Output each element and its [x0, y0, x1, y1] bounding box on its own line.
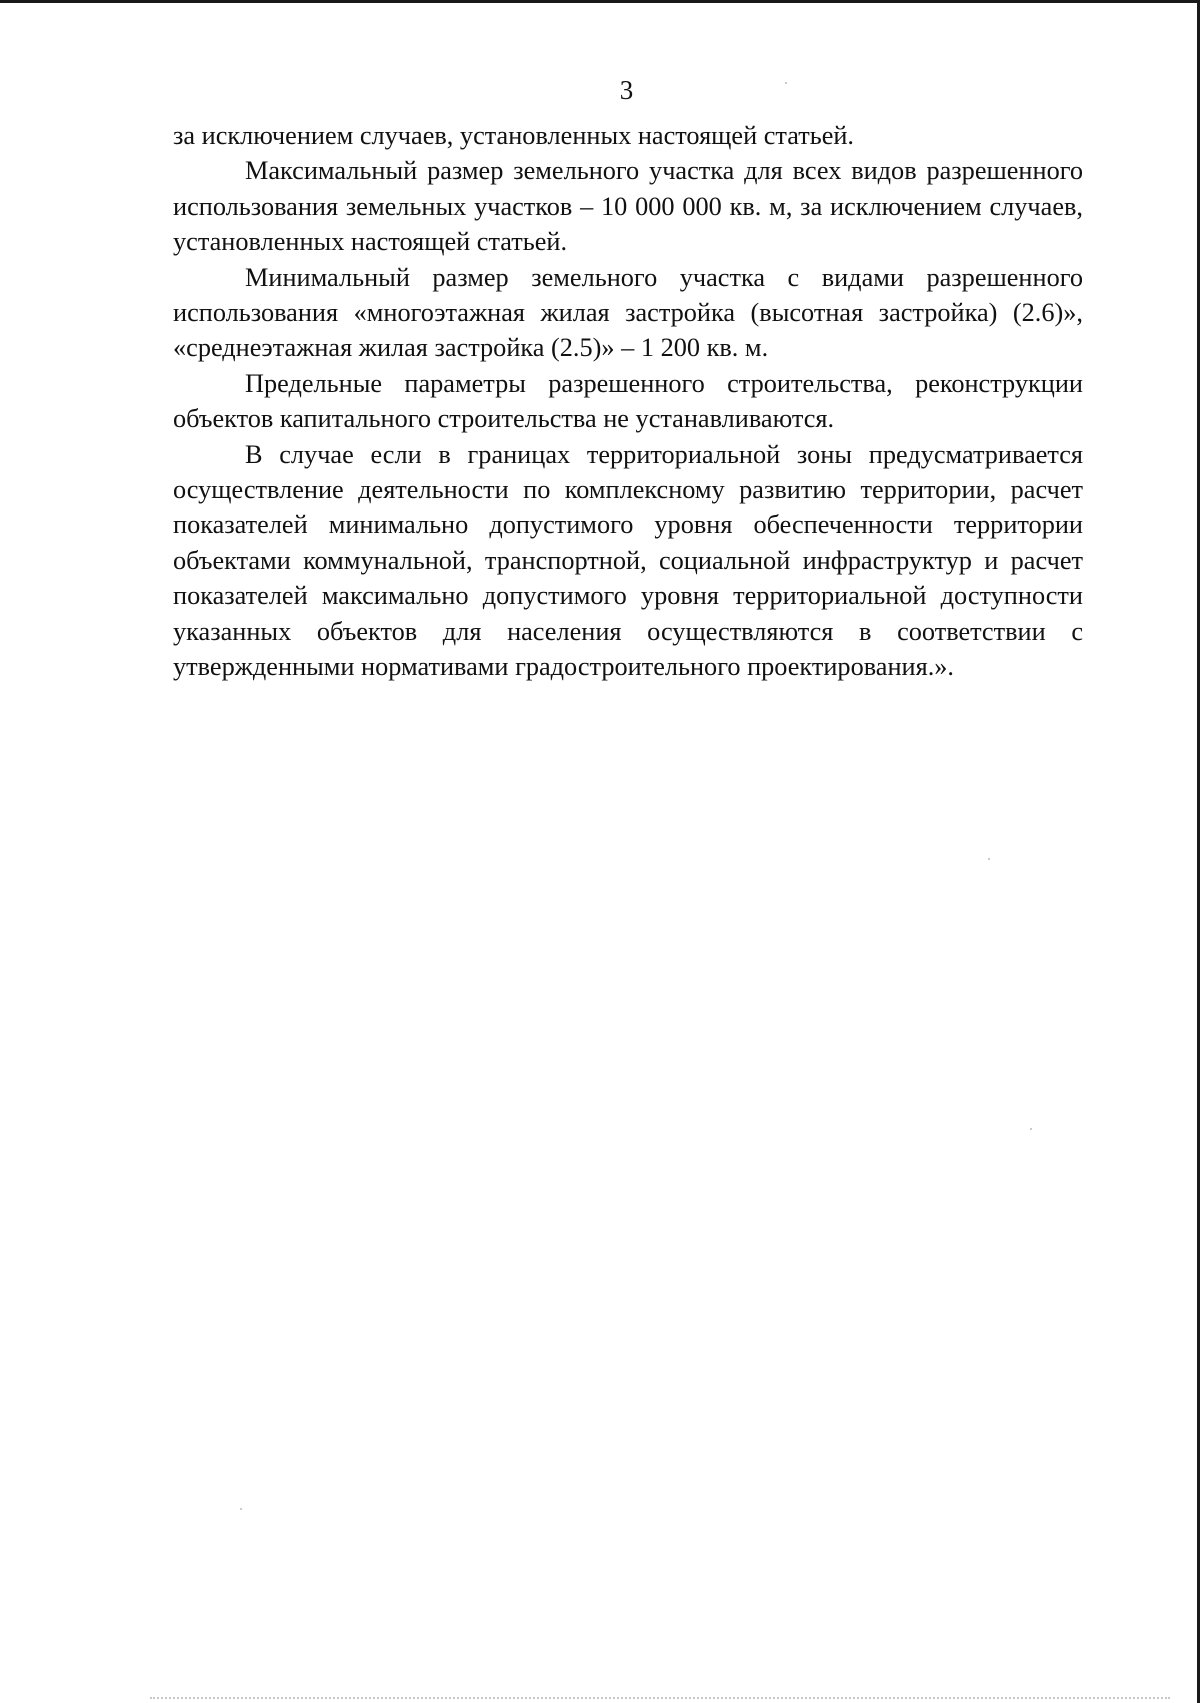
document-body [173, 118, 1083, 685]
paragraph-max-land-size: Максимальный размер земельного участка для всех видов разрешенного использования земельных участков – 10 000 000 кв. м, за исключением случаев, установленных настоящей статьей. [173, 156, 1083, 257]
scan-speck [240, 1508, 242, 1510]
paragraph-continuation: за исключением случаев, установленных настоящей статьей. [173, 121, 855, 150]
scan-speck [785, 82, 787, 84]
paragraph-construction-limits: Предельные параметры разрешенного строительства, реконструкции объектов капитального строительства не устанавливаются. [173, 368, 1083, 434]
scan-speck [1030, 1128, 1032, 1130]
paragraph-min-land-size: Минимальный размер земельного участка с видами разрешенного использования «многоэтажная жилая застройка (высотная застройка) (2.6)», «среднеэтажная жилая застройка (2.5)» – 1 200 кв. м. [173, 262, 1083, 363]
paragraph-complex-development: В случае если в границах территориальной зоны предусматривается осуществление деятельности по комплексному развитию территории, расчет показателей минимально допустимого уровня обеспеченности территории объектами коммунальной, транспортной, социальной инфраструктур и расчет показателей максимально допустимого уровня территориальной доступности указанных объектов для населения осуществляются в соответствии с утвержденными нормативами градостроительного проектирования.». [173, 439, 1083, 682]
scan-speck [988, 858, 990, 860]
scan-top-edge [0, 0, 1200, 3]
scan-bottom-noise [150, 1697, 1170, 1699]
page-number: 3 [619, 75, 634, 105]
